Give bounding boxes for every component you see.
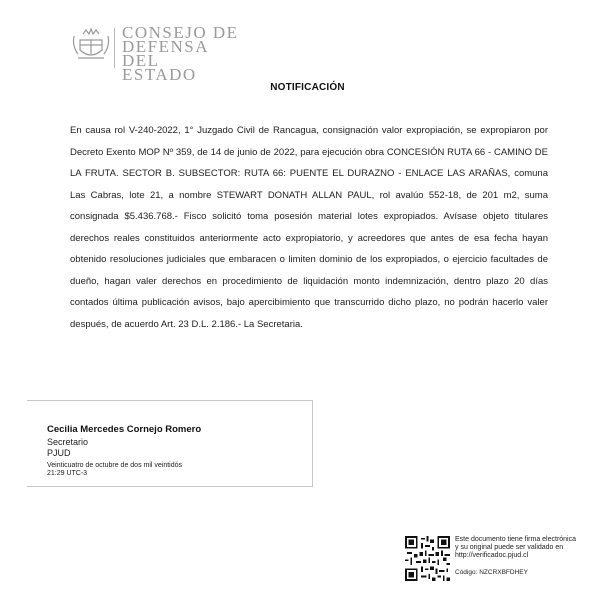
verification-code: Código: NZCRXBFDHEY (455, 569, 528, 576)
logo-divider (114, 28, 115, 68)
coat-of-arms-icon (70, 26, 112, 66)
signer-institution: PJUD (47, 448, 71, 458)
signer-role: Secretario (47, 437, 89, 447)
verification-url[interactable]: http://verificadoc.pjud.cl (455, 552, 529, 559)
verification-line2: y su original puede ser validado en (455, 544, 564, 551)
signature-time: 21:29 UTC-3 (47, 470, 88, 477)
qr-code-icon (405, 536, 450, 581)
document-title: NOTIFICACIÓN (270, 82, 345, 93)
signature-details (47, 424, 201, 478)
signature-date: Veinticuatro de octubre de dos mil veintidós (47, 462, 183, 469)
verification-info (455, 536, 610, 576)
org-name-line3: ESTADO (122, 65, 197, 84)
notification-body: En causa rol V-240-2022, 1° Juzgado Civil de Rancagua, consignación valor expropiación, se expropiaron por Decreto Exento MOP Nº 359, de 14 de junio de 2022, para ejecución obra CONCESIÓN RUTA 66 - CAMINO DE LA FRUTA. SECTOR B. SUBSECTOR: RUTA 66: PUENTE EL DURAZNO - ENLACE LAS ARAÑAS, comuna Las Cabras, lote 21, a nombre STEWART DONATH ALLAN PAUL, rol avalúo 552-18, de 201 m2, suma consignada $5.436.768.- Fisco solicitó toma posesión material lotes expropiados. Avísase objeto titulares derechos reales constituidos anteriormente acto expropiatorio, y acreedores que antes de esa fecha hayan obtenido resoluciones judiciales que embaracen o limiten dominio de los expropiados, o ejercicio facultades de dueño, hagan valer derechos en procedimiento de liquidación monto indemnización, dentro plazo 20 días contados última publicación avisos, bajo apercibimiento que transcurrido dicho plazo, no podrán hacerlo valer después, de acuerdo Art. 23 D.L. 2.186.- La Secretaria. (70, 125, 548, 330)
org-name-line1: CONSEJO DE (122, 23, 239, 42)
org-name-line2: DEFENSA DEL (122, 37, 209, 70)
signer-name: Cecilia Mercedes Cornejo Romero (47, 424, 202, 435)
org-name (122, 23, 250, 84)
consejo-logo (70, 23, 250, 84)
verification-line1: Este documento tiene firma electrónica (455, 536, 577, 543)
